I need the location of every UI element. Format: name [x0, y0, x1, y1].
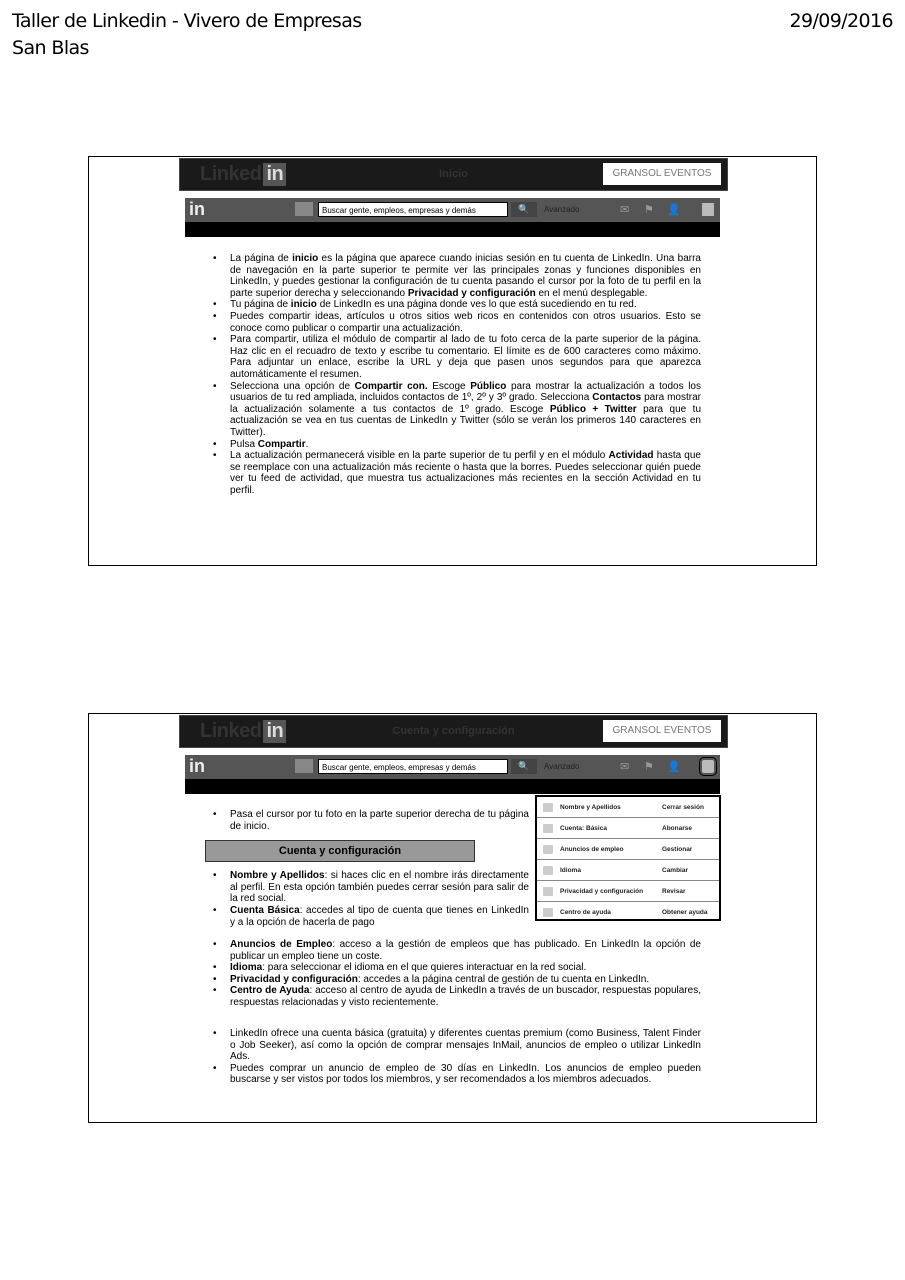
menu-icon[interactable] [295, 759, 313, 773]
bold-text: inicio [292, 253, 319, 264]
list-item [213, 974, 701, 986]
bold-text: Cuenta Básica [230, 904, 300, 916]
text: para mostrar la actualización a todos los usuarios de tu red ampliada, incluidos contactos de 1º, 2º y 3º grado. Selecciona [230, 380, 701, 404]
menu-item-label[interactable]: Nombre y Apellidos [560, 803, 621, 811]
linkedin-banner [179, 158, 728, 191]
menu-item-label[interactable]: Privacidad y configuración [560, 887, 644, 895]
menu-item[interactable] [537, 839, 719, 860]
text: de LinkedIn es una página donde ves lo que está sucediendo en tu red. [316, 299, 637, 311]
nav-logo[interactable]: in [189, 199, 205, 219]
text: Selecciona una opción de [230, 380, 355, 392]
list-item [213, 299, 701, 311]
bold-text: Compartir [257, 438, 306, 450]
advanced-link[interactable]: Avanzado [544, 205, 580, 214]
flag-icon[interactable]: ⚑ [644, 204, 654, 216]
list-item [213, 1063, 701, 1086]
text: para mostrar la actualización solamente a tus contactos de 1º grado. Escoge [230, 392, 701, 415]
text: Tu página de [230, 299, 291, 311]
menu-item[interactable] [537, 797, 719, 818]
menu-item-action[interactable]: Abonarse [662, 824, 692, 832]
menu-item-action[interactable]: Gestionar [662, 845, 693, 853]
bold-text: Privacidad y configuración [407, 287, 536, 299]
text: Pasa el cursor por tu foto en la parte superior derecha de tu página de inicio. [230, 809, 529, 832]
text: LinkedIn ofrece una cuenta básica (gratuita) y diferentes cuentas premium (como Business, Talent Finder o Job Seeker), así como la opción de comprar mensajes InMail, anuncios de empleo o utilizar LinkedIn Ads. [230, 1028, 701, 1063]
menu-item-icon [543, 845, 553, 854]
slide-title: Inicio [439, 168, 468, 180]
search-input[interactable]: Buscar gente, empleos, empresas y demás [318, 759, 508, 774]
linkedin-logo: Linked in [200, 720, 286, 743]
text: para que tu actualización se vea en tus cuentas de LinkedIn y Twitter (sólo se verán los primeros 140 caracteres en Twitter). [230, 403, 702, 438]
document-date: 29/09/2016 [789, 10, 893, 32]
list-item [213, 253, 701, 299]
text: : acceso al centro de ayuda de LinkedIn a través de un buscador, respuestas populares, respuestas relacionadas y visto recientemente. [230, 985, 701, 1008]
menu-item[interactable] [537, 881, 719, 902]
linkedin-logo: Linked in [200, 163, 286, 186]
list-item [213, 311, 701, 334]
bold-text: Anuncios de Empleo [230, 939, 333, 950]
list-item [213, 939, 701, 962]
profile-photo-icon[interactable] [702, 760, 714, 773]
nav-bar [185, 755, 720, 779]
bold-text: Compartir con. [354, 380, 428, 392]
bullet-list [213, 253, 701, 496]
nav-bar [185, 198, 720, 222]
list-item [213, 439, 701, 451]
text: hasta que se reemplace con una actualización más reciente o hasta que la borres. Puedes seleccionar quién puede ver tu feed de actividad, que muestra tus actualizaciones más recientes en la sección Actividad en tu perfil. [230, 450, 701, 496]
bold-text: Nombre y Apellidos [230, 870, 325, 882]
bold-text: Contactos [592, 392, 642, 404]
bold-text: inicio [290, 299, 317, 311]
menu-item[interactable] [537, 818, 719, 839]
bullet-list [213, 1028, 701, 1086]
brand-logo: GRANSOL EVENTOS [603, 720, 721, 742]
document-title: Taller de Linkedin - Vivero de Empresas San Blas [12, 10, 362, 59]
text: Pulsa [230, 438, 258, 450]
list-item [213, 985, 701, 1008]
list-item [213, 905, 529, 928]
menu-icon[interactable] [295, 202, 313, 216]
menu-item-icon [543, 887, 553, 896]
text: Puedes compartir ideas, artículos u otros sitios web ricos en contenidos con otros usuarios. Esto se conoce como publicar o compartir una actualización. [230, 310, 701, 334]
text: es la página que aparece cuando inicias sesión en tu cuenta de LinkedIn. Una barra de navegación en la parte superior te permite ver las principales zonas y funciones disponibles en LinkedIn, y puedes gestionar la configuración de tu cuenta pasando el cursor por la foto de tu perfil en la parte superior derecha y seleccionando [230, 253, 701, 299]
bold-text: Público [470, 380, 507, 392]
text: : accedes a la página central de gestión de tu cuenta en LinkedIn. [357, 973, 650, 985]
menu-item-label[interactable]: Idioma [560, 866, 581, 874]
bold-text: Centro de Ayuda [230, 985, 310, 997]
list-item [213, 334, 701, 380]
text: La actualización permanecerá visible en la parte superior de tu perfil y en el módulo [230, 450, 609, 462]
text: Para compartir, utiliza el módulo de compartir al lado de tu foto cerca de la parte superior de la página. Haz clic en el recuadro de texto y escribe tu comentario. El límite es de 600 caracteres como máximo. Para adjuntar un enlace, escribe la URL y deja que pasen unos segundos para que aparezca automáticamente el resumen. [230, 334, 701, 380]
nav-logo[interactable]: in [189, 756, 205, 776]
flag-icon[interactable]: ⚑ [644, 761, 654, 773]
slide-cuenta [88, 713, 817, 1123]
list-item [213, 1028, 701, 1063]
list-item [213, 870, 529, 905]
text: : para seleccionar el idioma en el que quieres interactuar en la red social. [262, 962, 587, 974]
menu-item-action[interactable]: Revisar [662, 887, 686, 895]
list-item [213, 381, 701, 439]
text: La página de [230, 253, 293, 264]
add-contact-icon[interactable]: 👤 [667, 204, 681, 216]
account-dropdown [535, 795, 721, 921]
list-item [213, 809, 529, 832]
search-icon[interactable]: 🔍 [511, 759, 537, 774]
menu-item-icon [543, 803, 553, 812]
linkedin-banner [179, 715, 728, 748]
text: Escoge [427, 380, 471, 392]
brand-logo: GRANSOL EVENTOS [603, 163, 721, 185]
menu-item-icon [543, 824, 553, 833]
black-band [185, 222, 720, 237]
menu-item-action[interactable]: Cambiar [662, 866, 689, 874]
add-contact-icon[interactable]: 👤 [667, 761, 681, 773]
mail-icon[interactable]: ✉ [620, 761, 630, 773]
slide-inicio [88, 156, 817, 566]
bullet-list [213, 939, 701, 1009]
text: Puedes comprar un anuncio de empleo de 30 días en LinkedIn. Los anuncios de empleo pueden buscarse y ser vistos por todos los miembros, y ser recomendados a los miembros adecuados. [230, 1062, 701, 1086]
menu-item-icon [543, 866, 553, 875]
list-item [213, 962, 701, 974]
bold-text: Privacidad y configuración [230, 973, 358, 985]
bold-text: Público + Twitter [549, 403, 637, 415]
bold-text: Idioma [230, 962, 263, 974]
list-item [213, 450, 701, 496]
mail-icon[interactable]: ✉ [620, 204, 630, 216]
section-box: Cuenta y configuración [205, 840, 475, 862]
black-band [185, 779, 720, 794]
menu-item-icon [543, 908, 553, 917]
advanced-link[interactable]: Avanzado [544, 762, 580, 771]
menu-item-action[interactable]: Cerrar sesión [662, 803, 704, 811]
menu-item-label[interactable]: Cuenta: Básica [560, 824, 607, 832]
text: : si haces clic en el nombre irás directamente al perfil. En esta opción también puedes cerrar sesión para salir de la red social. [230, 870, 529, 905]
menu-item-label[interactable]: Centro de ayuda [560, 908, 611, 916]
bold-text: Actividad [608, 450, 654, 462]
menu-item-action[interactable]: Obtener ayuda [662, 908, 708, 916]
search-input[interactable]: Buscar gente, empleos, empresas y demás [318, 202, 508, 217]
bullet-list [213, 809, 529, 832]
search-icon[interactable]: 🔍 [511, 202, 537, 217]
narrow-section [213, 809, 529, 928]
bullet-list [213, 870, 529, 928]
text: : acceso a la gestión de empleos que has publicado. En LinkedIn la opción de publicar un empleo tiene un coste. [230, 939, 701, 962]
menu-item[interactable] [537, 860, 719, 881]
profile-photo-icon[interactable] [702, 203, 714, 216]
menu-item[interactable] [537, 902, 719, 922]
menu-item-label[interactable]: Anuncios de empleo [560, 845, 624, 853]
text: : accedes al tipo de cuenta que tienes en LinkedIn y a la opción de hacerla de pago [230, 904, 529, 928]
text: en el menú desplegable. [535, 287, 648, 299]
text: . [305, 438, 309, 450]
slide-title: Cuenta y configuración [392, 725, 515, 737]
